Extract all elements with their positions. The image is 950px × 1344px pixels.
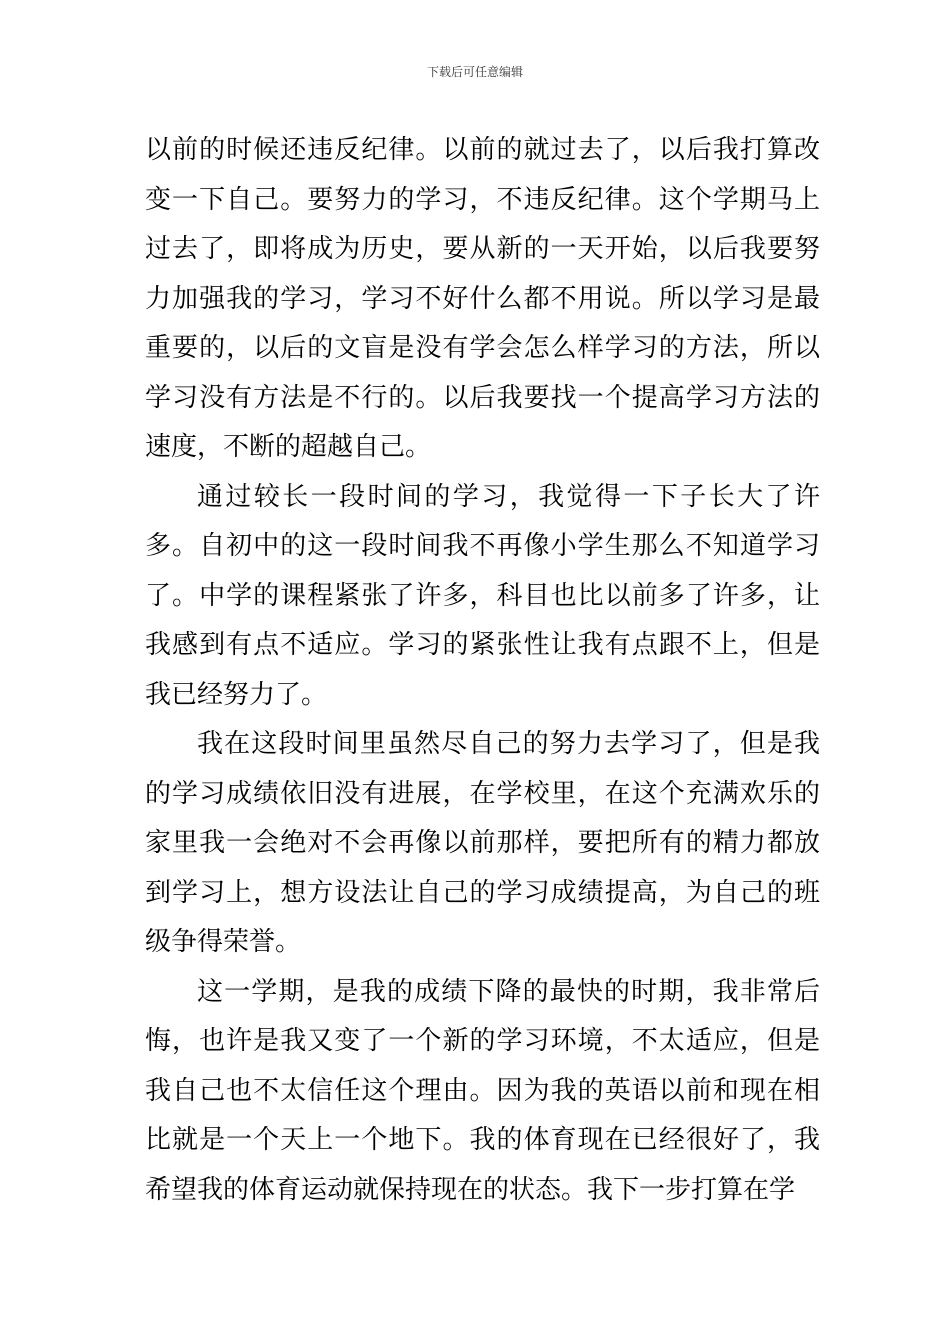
page-header: 下载后可任意编辑 <box>426 65 523 79</box>
paragraph-3: 我在这段时间里虽然尽自己的努力去学习了，但是我的学习成绩依旧没有进展，在学校里，在这个充满欢乐的家里我一会绝对不会再像以前那样，要把所有的精力都放到学习上，想方设法让自己的学习成绩提高，为自己的班级争得荣誉。 <box>145 729 820 957</box>
paragraph-2: 通过较长一段时间的学习，我觉得一下子长大了许多。自初中的这一段时间我不再像小学生那么不知道学习了。中学的课程紧张了许多，科目也比以前多了许多，让我感到有点不适应。学习的紧张性让我有点跟不上，但是我已经努力了。 <box>145 481 820 710</box>
paragraph-4: 这一学期，是我的成绩下降的最快的时期，我非常后悔，也许是我又变了一个新的学习环境，不太适应，但是我自己也不太信任这个理由。因为我的英语以前和现在相比就是一个天上一个地下。我的体育现在已经很好了，我希望我的体育运动就保持现在的状态。我下一步打算在学 <box>145 976 820 1205</box>
paragraph-1: 以前的时候还违反纪律。以前的就过去了，以后我打算改变一下自己。要努力的学习，不违反纪律。这个学期马上过去了，即将成为历史，要从新的一天开始，以后我要努力加强我的学习，学习不好什么都不用说。所以学习是最重要的，以后的文盲是没有学会怎么样学习的方法，所以学习没有方法是不行的。以后我要找一个提高学习方法的速度，不断的超越自己。 <box>145 135 820 462</box>
document-body <box>145 126 820 1215</box>
